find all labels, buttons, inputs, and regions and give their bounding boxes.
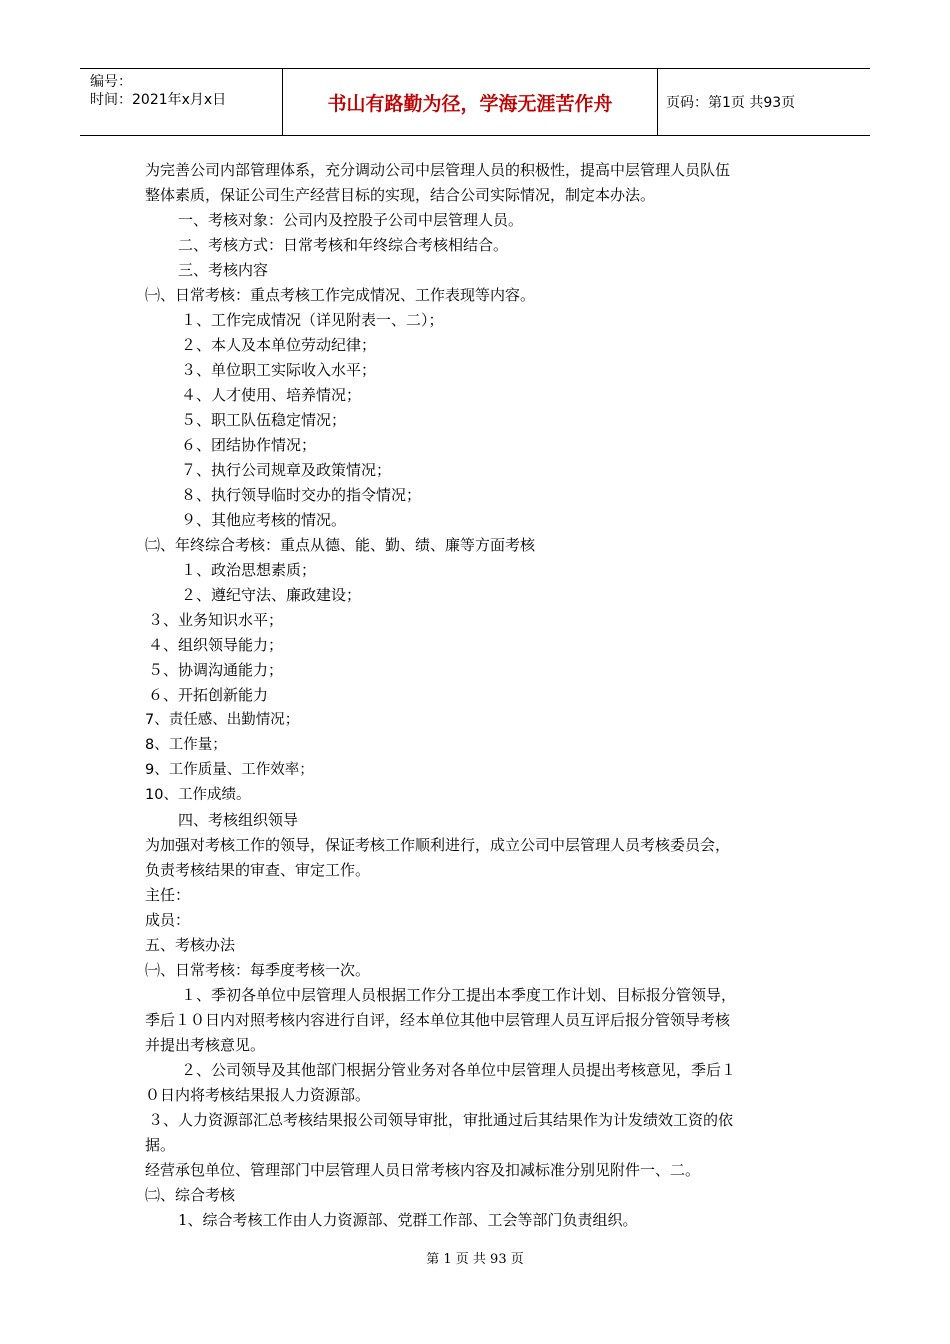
section-heading: 二、考核方式：日常考核和年终综合考核相结合。 — [178, 236, 509, 254]
paragraph-line: 据。 — [145, 1136, 176, 1154]
motto: 书山有路勤为径，学海无涯苦作舟 — [283, 69, 658, 135]
list-item: ９、其他应考核的情况。 — [181, 511, 347, 529]
paragraph-line: 并提出考核意见。 — [145, 1036, 266, 1054]
number-label: 编号： — [90, 74, 132, 90]
paragraph-line: ３、人力资源部汇总考核结果报公司领导审批，审批通过后其结果作为计发绩效工资的依 — [148, 1111, 734, 1129]
list-item: ７、执行公司规章及政策情况； — [181, 461, 392, 479]
subsection-heading: ㈠、日常考核：重点考核工作完成情况、工作表现等内容。 — [145, 286, 536, 304]
list-item: ５、职工队伍稳定情况； — [181, 411, 347, 429]
paragraph-line: 季后１０日内对照考核内容进行自评，经本单位其他中层管理人员互评后报分管领导考核 — [145, 1011, 731, 1029]
paragraph-line: 为加强对考核工作的领导，保证考核工作顺利进行，成立公司中层管理人员考核委员会， — [145, 836, 731, 854]
subsection-heading: ㈡、综合考核 — [145, 1186, 236, 1204]
page-label: 页码：第1页 共93页 — [666, 95, 796, 111]
list-item: ２、遵纪守法、廉政建设； — [181, 586, 362, 604]
section-heading: 一、考核对象：公司内及控股子公司中层管理人员。 — [178, 211, 524, 229]
paragraph-line: 负责考核结果的审查、审定工作。 — [145, 861, 371, 879]
list-item: １、政治思想素质； — [181, 561, 317, 579]
subsection-heading: ㈠、日常考核：每季度考核一次。 — [145, 961, 371, 979]
list-item: ６、开拓创新能力 — [148, 686, 269, 704]
paragraph-line: 1、综合考核工作由人力资源部、党群工作部、工会等部门负责组织。 — [178, 1211, 638, 1229]
paragraph-line: ２、公司领导及其他部门根据分管业务对各单位中层管理人员提出考核意见，季后１ — [181, 1061, 737, 1079]
subsection-heading: ㈡、年终综合考核：重点从德、能、勤、绩、廉等方面考核 — [145, 536, 536, 554]
paragraph-line: １、季初各单位中层管理人员根据工作分工提出本季度工作计划、目标报分管领导， — [181, 986, 737, 1004]
paragraph-line: 主任： — [145, 886, 191, 904]
list-item: ４、组织领导能力； — [148, 636, 284, 654]
header-table — [80, 68, 870, 136]
date-label: 时间：2021年x月x日 — [90, 92, 227, 108]
section-heading: 三、考核内容 — [178, 261, 269, 279]
paragraph-line: ０日内将考核结果报人力资源部。 — [145, 1086, 371, 1104]
list-item: 7、责任感、出勤情况； — [145, 712, 300, 728]
list-item: ６、团结协作情况； — [181, 436, 317, 454]
list-item: 8、工作量； — [145, 737, 227, 753]
paragraph-line: 经营承包单位、管理部门中层管理人员日常考核内容及扣减标准分别见附件一、二。 — [145, 1161, 701, 1179]
list-item: １、工作完成情况（详见附表一、二）； — [181, 311, 444, 329]
section-heading: 四、考核组织领导 — [178, 811, 299, 829]
list-item: ８、执行领导临时交办的指令情况； — [181, 486, 422, 504]
list-item: ４、人才使用、培养情况； — [181, 386, 362, 404]
list-item: ３、业务知识水平； — [148, 611, 284, 629]
paragraph-line: 整体素质，保证公司生产经营目标的实现，结合公司实际情况，制定本办法。 — [145, 186, 656, 204]
page-footer: 第 1 页 共 93 页 — [426, 1252, 524, 1267]
list-item: ２、本人及本单位劳动纪律； — [181, 336, 377, 354]
list-item: 10、工作成绩。 — [145, 787, 251, 803]
paragraph-line: 成员： — [145, 911, 191, 929]
list-item: ５、协调沟通能力； — [148, 661, 284, 679]
list-item: ３、单位职工实际收入水平； — [181, 361, 377, 379]
section-heading: 五、考核办法 — [145, 936, 236, 954]
list-item: 9、工作质量、工作效率； — [145, 762, 314, 778]
header-meta — [80, 69, 283, 135]
paragraph-line: 为完善公司内部管理体系，充分调动公司中层管理人员的积极性，提高中层管理人员队伍 — [145, 161, 731, 179]
